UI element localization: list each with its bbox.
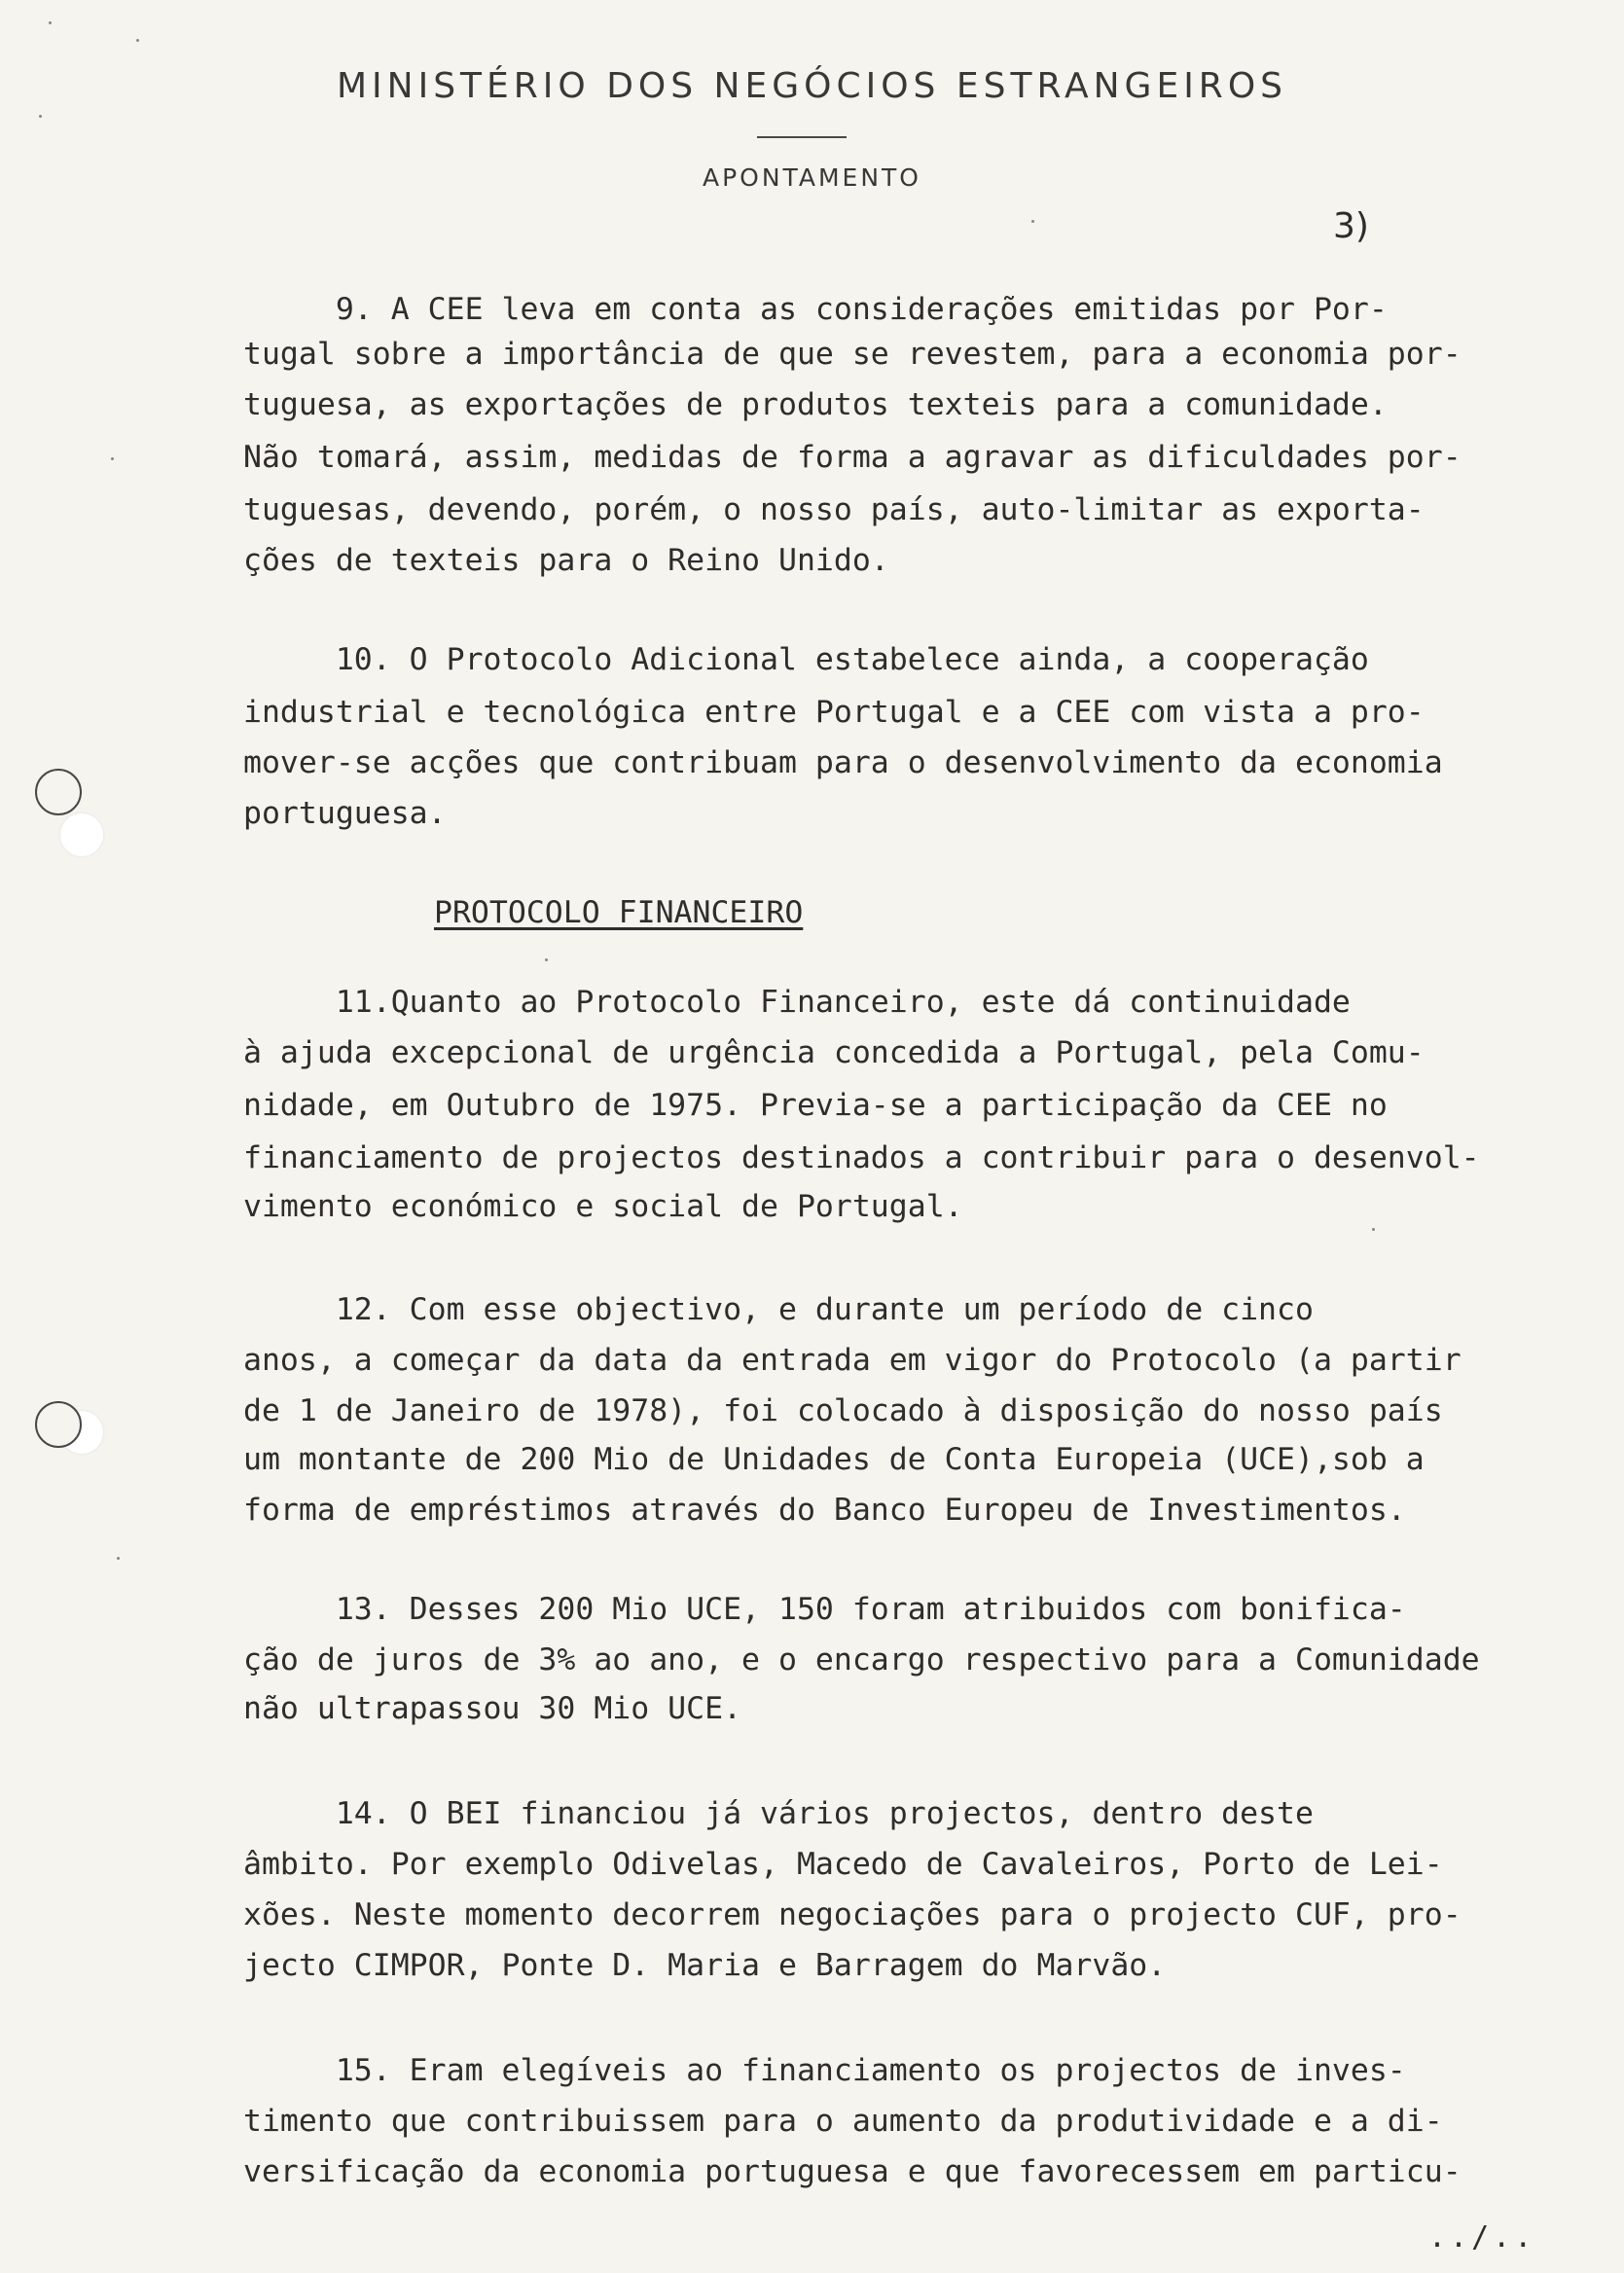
paper-speck	[545, 958, 548, 961]
text-line: Não tomará, assim, medidas de forma a agravar as dificuldades por-	[243, 440, 1462, 475]
text-line: jecto CIMPOR, Ponte D. Maria e Barragem do Marvão.	[243, 1948, 1167, 1983]
header-divider	[757, 136, 847, 138]
text-line: 9. A CEE leva em conta as considerações emitidas por Por-	[243, 292, 1388, 327]
text-line: de 1 de Janeiro de 1978), foi colocado à disposição do nosso país	[243, 1393, 1443, 1428]
text-line: ção de juros de 3% ao ano, e o encargo respectivo para a Comunidade	[243, 1642, 1480, 1678]
ministry-header: MINISTÉRIO DOS NEGÓCIOS ESTRANGEIROS	[336, 66, 1288, 106]
paper-speck	[39, 115, 42, 118]
text-line: portuguesa.	[243, 796, 447, 831]
paper-speck	[111, 457, 114, 460]
punch-hole-lower	[35, 1401, 82, 1448]
text-line: versificação da economia portuguesa e que favorecessem em particu-	[243, 2154, 1462, 2189]
paper-speck	[49, 21, 52, 24]
text-line: tuguesa, as exportações de produtos texteis para a comunidade.	[243, 387, 1388, 422]
section-heading: PROTOCOLO FINANCEIRO	[434, 895, 804, 930]
text-line: 10. O Protocolo Adicional estabelece ainda, a cooperação	[243, 642, 1369, 677]
text-line: 12. Com esse objectivo, e durante um período de cinco	[243, 1292, 1314, 1327]
paper-speck	[117, 1557, 120, 1560]
continuation-mark: ../..	[1428, 2220, 1536, 2255]
text-line: vimento económico e social de Portugal.	[243, 1189, 963, 1224]
text-line: mover-se acções que contribuam para o desenvolvimento da economia	[243, 745, 1443, 780]
text-line: financiamento de projectos destinados a contribuir para o desenvol-	[243, 1140, 1480, 1175]
text-line: tuguesas, devendo, porém, o nosso país, auto-limitar as exporta-	[243, 492, 1425, 527]
text-line: âmbito. Por exemplo Odivelas, Macedo de Cavaleiros, Porto de Lei-	[243, 1847, 1443, 1882]
page-number: 3)	[1333, 206, 1369, 246]
text-line: não ultrapassou 30 Mio UCE.	[243, 1691, 742, 1726]
text-line: 14. O BEI financiou já vários projectos, dentro deste	[243, 1796, 1314, 1831]
text-line: ções de texteis para o Reino Unido.	[243, 543, 889, 578]
text-line: anos, a começar da data da entrada em vigor do Protocolo (a partir	[243, 1343, 1462, 1378]
text-line: à ajuda excepcional de urgência concedida a Portugal, pela Comu-	[243, 1035, 1425, 1070]
punch-hole-upper	[35, 769, 82, 815]
text-line: 15. Eram elegíveis ao financiamento os projectos de inves-	[243, 2053, 1406, 2088]
punch-hole-shadow	[60, 813, 103, 856]
text-line: forma de empréstimos através do Banco Europeu de Investimentos.	[243, 1493, 1406, 1528]
paper-speck	[136, 39, 139, 42]
paper-speck	[1372, 1228, 1375, 1231]
document-type-label: APONTAMENTO	[702, 163, 921, 192]
text-line: nidade, em Outubro de 1975. Previa-se a participação da CEE no	[243, 1088, 1388, 1123]
text-line: 11.Quanto ao Protocolo Financeiro, este dá continuidade	[243, 985, 1351, 1020]
text-line: industrial e tecnológica entre Portugal e a CEE com vista a pro-	[243, 695, 1425, 730]
text-line: xões. Neste momento decorrem negociações para o projecto CUF, pro-	[243, 1897, 1462, 1932]
text-line: um montante de 200 Mio de Unidades de Conta Europeia (UCE),sob a	[243, 1442, 1425, 1477]
text-line: tugal sobre a importância de que se revestem, para a economia por-	[243, 337, 1462, 372]
text-line: timento que contribuissem para o aumento da produtividade e a di-	[243, 2104, 1443, 2139]
paper-speck	[1031, 220, 1034, 223]
text-line: 13. Desses 200 Mio UCE, 150 foram atribuidos com bonifica-	[243, 1592, 1406, 1627]
